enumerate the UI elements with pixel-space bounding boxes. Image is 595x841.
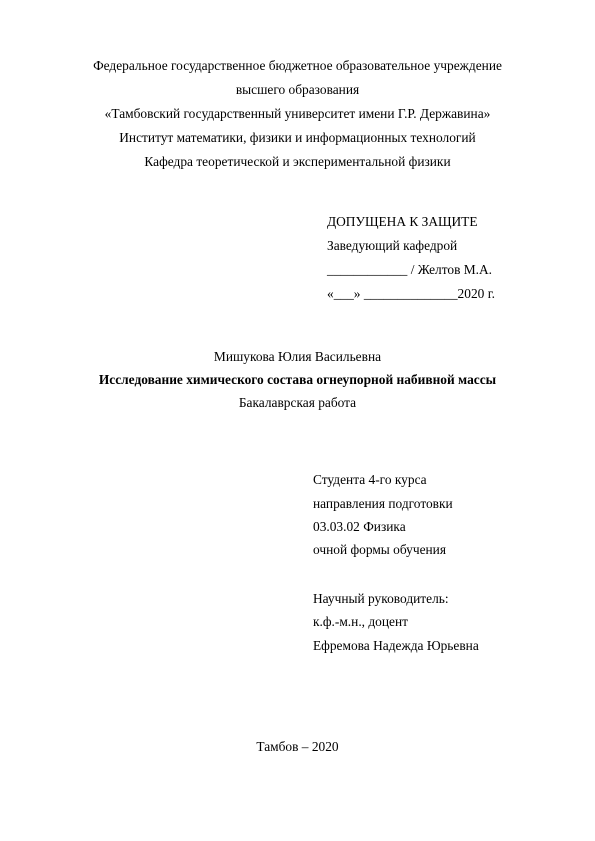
student-direction-code: 03.03.02 Физика: [313, 519, 406, 534]
institute-name: Институт математики, физики и информационных технологий: [119, 130, 476, 145]
student-course: Студента 4-го курса: [313, 472, 427, 487]
thesis-title: Исследование химического состава огнеупорной набивной массы: [98, 372, 497, 387]
supervisor-name: Ефремова Надежда Юрьевна: [313, 638, 479, 653]
work-type: Бакалаврская работа: [238, 395, 357, 410]
approval-signature: ____________ / Желтов М.А.: [327, 262, 493, 277]
author-name: Мишукова Юлия Васильевна: [213, 349, 382, 364]
city-year: Тамбов – 2020: [256, 739, 339, 754]
approval-title: ДОПУЩЕНА К ЗАЩИТЕ: [327, 214, 478, 229]
approval-role: Заведующий кафедрой: [327, 238, 458, 253]
institution-line-1: Федеральное государственное бюджетное образовательное учреждение: [93, 58, 502, 73]
department-name: Кафедра теоретической и экспериментальной физики: [144, 154, 451, 169]
supervisor-degree: к.ф.-м.н., доцент: [313, 614, 409, 629]
student-study-form: очной формы обучения: [313, 542, 447, 557]
institution-line-2: высшего образования: [235, 82, 360, 97]
student-direction-label: направления подготовки: [313, 496, 453, 511]
approval-date: «___» ______________2020 г.: [327, 286, 496, 301]
supervisor-label: Научный руководитель:: [313, 591, 449, 606]
university-name: «Тамбовский государственный университет имени Г.Р. Державина»: [104, 106, 491, 121]
